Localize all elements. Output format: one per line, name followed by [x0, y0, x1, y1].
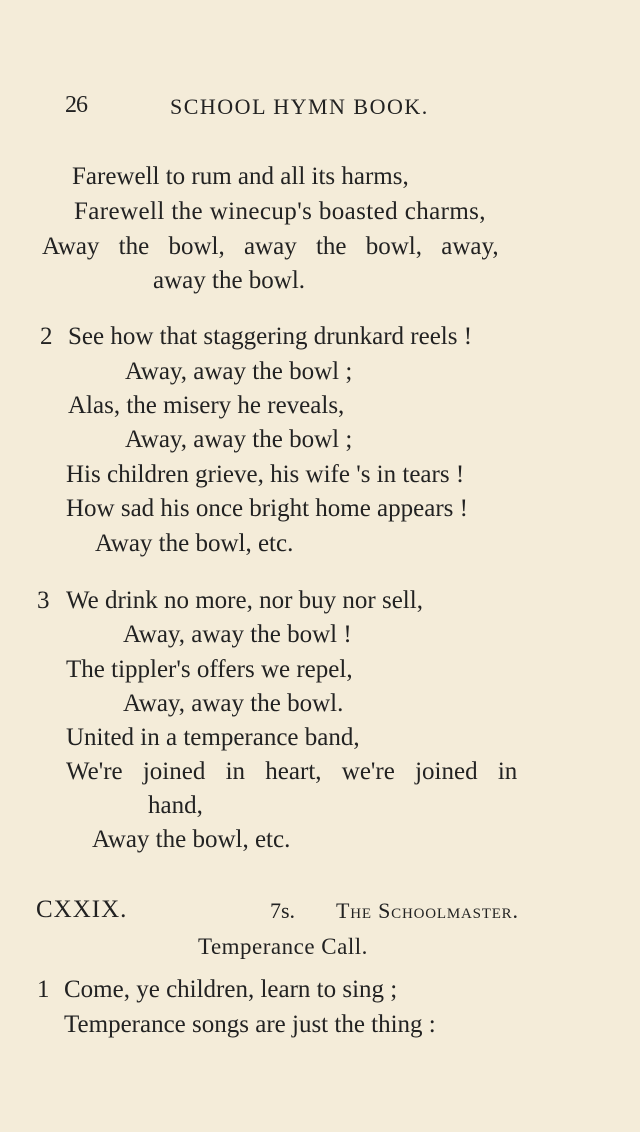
- verse-line: Away, away the bowl ;: [125, 358, 353, 385]
- page-number: 26: [65, 92, 87, 118]
- verse-line: We drink no more, nor buy nor sell,: [66, 587, 423, 614]
- hymn-title: Temperance Call.: [198, 934, 368, 959]
- verse-line: The tippler's offers we repel,: [66, 656, 353, 683]
- chorus-line: Farewell the winecup's boasted charms,: [74, 198, 486, 225]
- verse-number: 2: [40, 323, 53, 350]
- verse-line: Away the bowl, etc.: [95, 530, 294, 557]
- verse-line: Temperance songs are just the thing :: [64, 1011, 436, 1038]
- page-header: [65, 92, 585, 132]
- verse-line: Away, away the bowl ;: [125, 426, 353, 453]
- running-head: SCHOOL HYMN BOOK.: [170, 94, 429, 119]
- verse-line: We're joined in heart, we're joined in: [66, 758, 518, 785]
- verse-line: His children grieve, his wife 's in tears !: [66, 461, 465, 488]
- verse-line: See how that staggering drunkard reels !: [68, 323, 473, 350]
- chorus-line: away the bowl.: [153, 267, 306, 294]
- verse-number: 1: [37, 976, 50, 1003]
- verse-line: How sad his once bright home appears !: [66, 495, 468, 522]
- verse-number: 3: [37, 587, 50, 614]
- chorus-line: Away the bowl, away the bowl, away,: [42, 233, 499, 260]
- hymn-meter: 7s.: [270, 898, 296, 923]
- hymn-number: CXXIX.: [36, 896, 128, 923]
- verse-line: Away, away the bowl.: [123, 690, 344, 717]
- verse-line: Away, away the bowl !: [123, 621, 352, 648]
- verse-line: Alas, the misery he reveals,: [68, 392, 345, 419]
- hymn-tune: The Schoolmaster.: [336, 898, 519, 923]
- verse-line: Come, ye children, learn to sing ;: [64, 976, 398, 1003]
- chorus-line: Farewell to rum and all its harms,: [72, 163, 409, 190]
- verse-line: Away the bowl, etc.: [92, 826, 291, 853]
- verse-line: United in a temperance band,: [66, 724, 360, 751]
- verse-line: hand,: [148, 792, 203, 819]
